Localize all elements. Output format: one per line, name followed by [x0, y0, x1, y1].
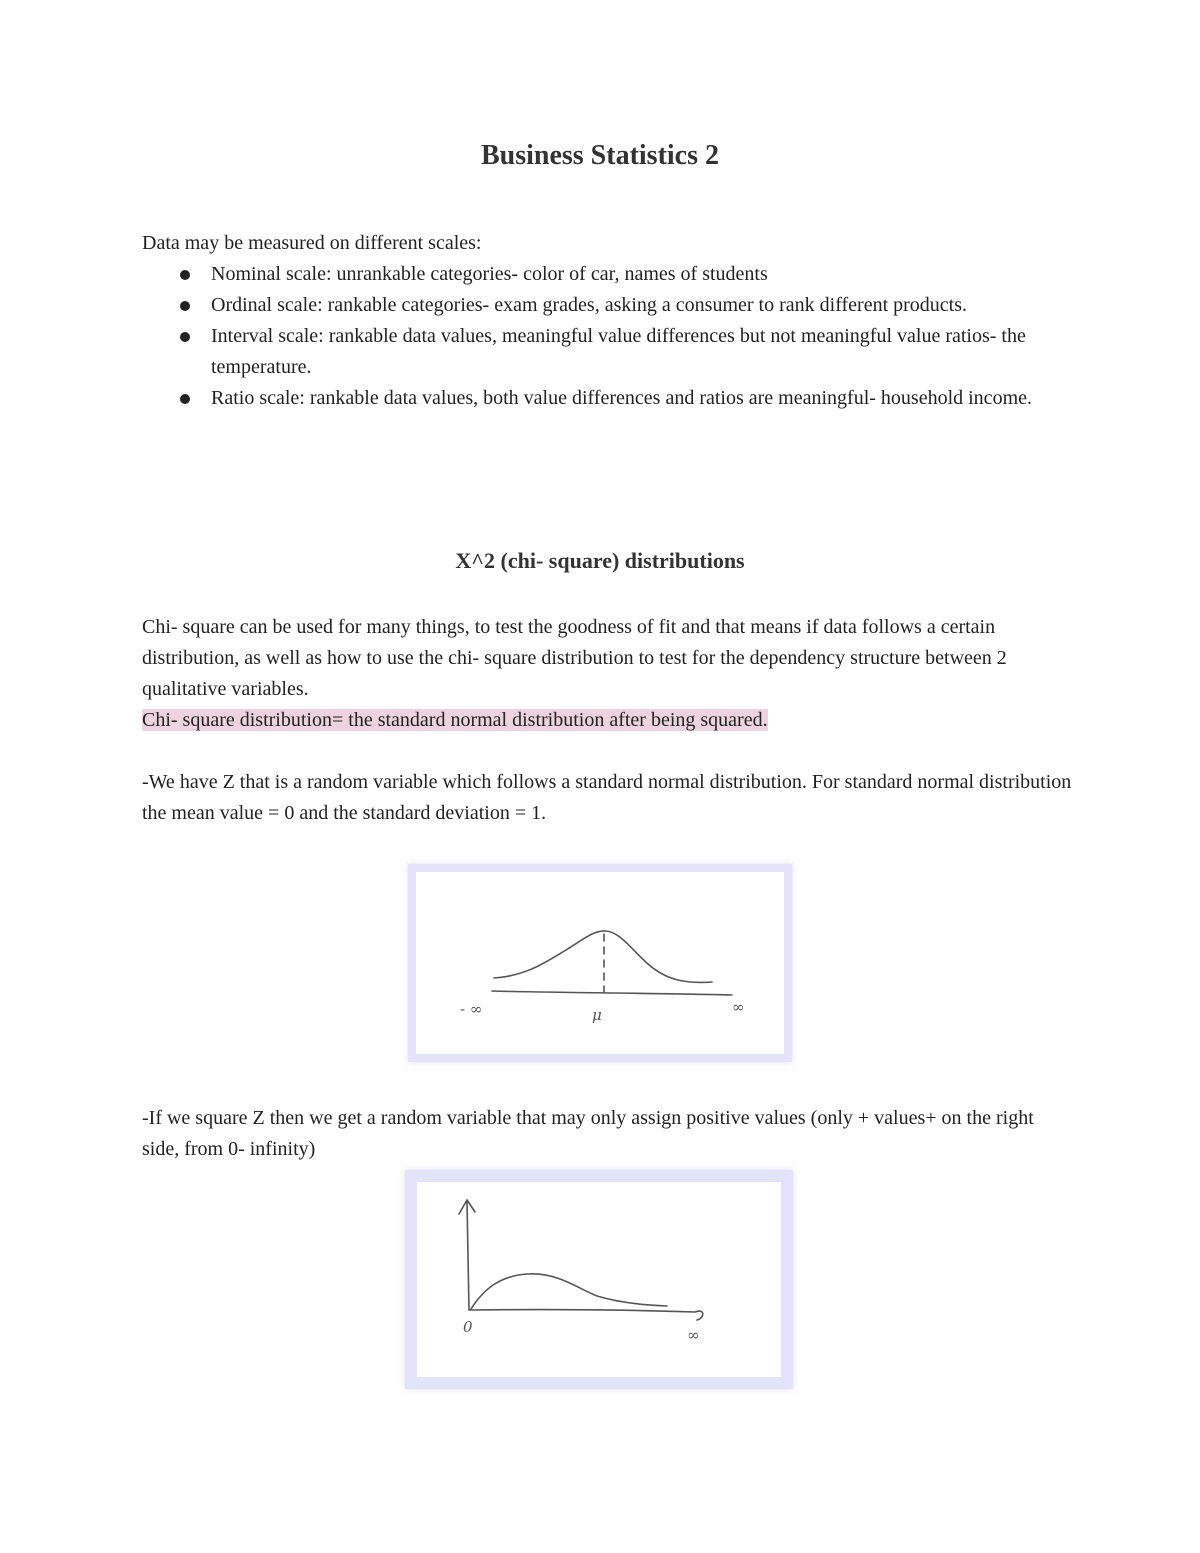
chi-square-distribution-sketch [405, 1170, 793, 1389]
x-axis-line [492, 991, 732, 995]
bullet-icon [180, 394, 190, 404]
normal-curve [494, 931, 712, 983]
chi-square-curve-svg [417, 1182, 781, 1377]
label-infinity: ∞ [687, 1326, 700, 1344]
label-negative-infinity: - ∞ [460, 1000, 483, 1018]
normal-curve-svg [416, 872, 784, 1054]
standard-normal-paragraph: -We have Z that is a random variable which follows a standard normal distribution. For standard normal distribution the mean value = 0 and the standard deviation = 1. [142, 771, 1072, 824]
chi-square-description: Chi- square can be used for many things, to test the goodness of fit and that means if data follows a certain distribution, as well as how to use the chi- square distribution to test for the dependency structure between 2 qualitative variables. [142, 616, 1007, 700]
bullet-icon [180, 270, 190, 280]
normal-distribution-sketch [408, 864, 792, 1062]
bullet-icon [180, 301, 190, 311]
squared-z-paragraph: -If we square Z then we get a random variable that may only assign positive values (only + values+ on the right side, from 0- infinity) [142, 1107, 1034, 1160]
label-origin: 0 [463, 1318, 473, 1336]
x-axis-line [469, 1310, 703, 1320]
chi-square-paragraph [142, 612, 1072, 736]
list-item-text: Ordinal scale: rankable categories- exam grades, asking a consumer to rank different products. [211, 294, 968, 316]
list-item-ordinal [142, 290, 1072, 321]
y-axis-arrow [459, 1200, 475, 1310]
label-mean: μ [592, 1006, 602, 1024]
list-item-text: Interval scale: rankable data values, meaningful value differences but not meaningful value ratios- the temperature. [211, 325, 1026, 378]
page-title: Business Statistics 2 [480, 140, 720, 171]
scale-list [142, 259, 1072, 414]
section-heading-chi-square: X^2 (chi- square) distributions [455, 548, 745, 573]
label-positive-infinity: ∞ [732, 998, 745, 1016]
list-item-interval [142, 321, 1072, 383]
intro-text: Data may be measured on different scales: [142, 232, 482, 254]
list-item-text: Ratio scale: rankable data values, both value differences and ratios are meaningful- household income. [211, 387, 1032, 409]
list-item-nominal [142, 259, 1072, 290]
chi-square-curve [471, 1274, 667, 1309]
list-item-text: Nominal scale: unrankable categories- color of car, names of students [211, 263, 768, 285]
list-item-ratio [142, 383, 1072, 414]
highlighted-definition: Chi- square distribution= the standard normal distribution after being squared. [142, 709, 768, 731]
bullet-icon [180, 332, 190, 342]
